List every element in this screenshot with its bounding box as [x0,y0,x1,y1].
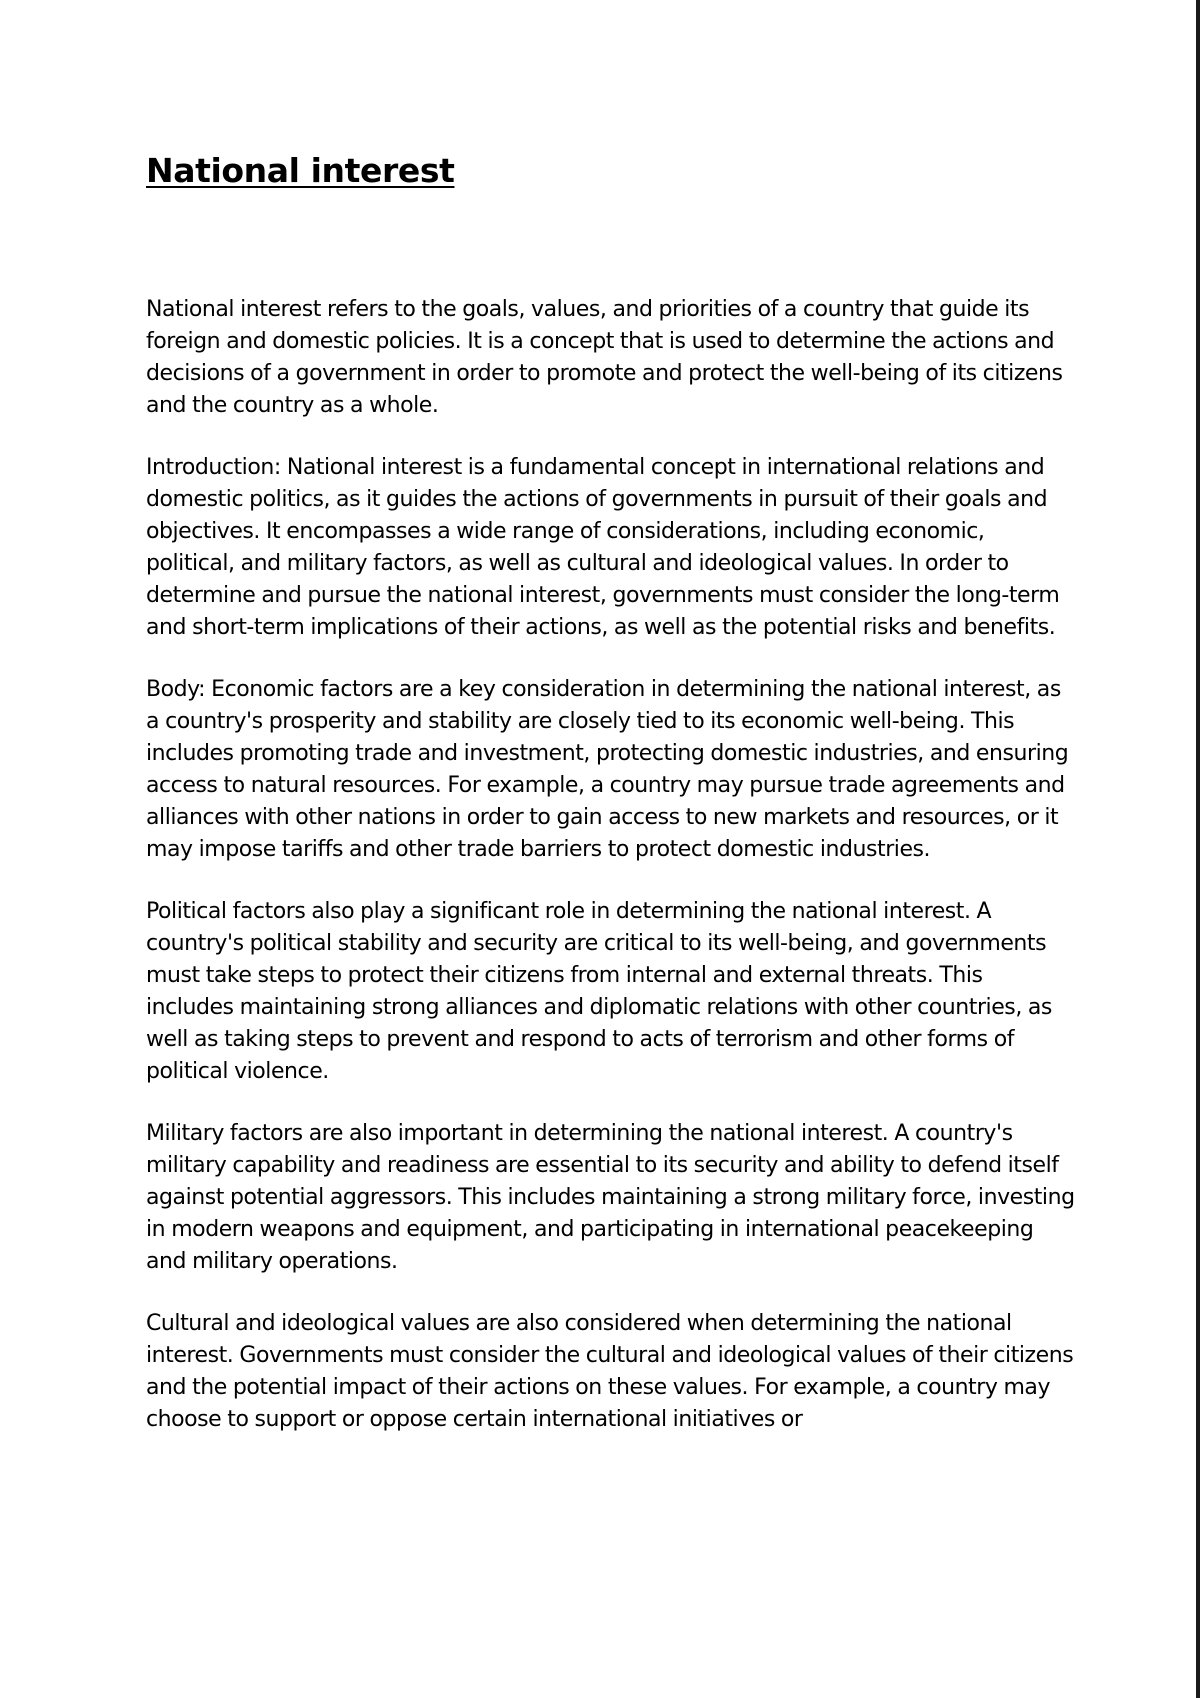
page-edge-divider [1196,0,1200,1698]
document-body [146,146,1076,1466]
paragraph-political-factors: Political factors also play a significant role in determining the national interest. A country's political stability and security are critical to its well-being, and governments must take steps to protect their citizens from internal and external threats. This includes maintaining strong alliances and diplomatic relations with other countries, as well as taking steps to prevent and respond to acts of terrorism and other forms of political violence. [146,899,1052,1084]
paragraph-military-factors: Military factors are also important in determining the national interest. A country's military capability and readiness are essential to its security and ability to defend itself against potential aggressors. This includes maintaining a strong military force, investing in modern weapons and equipment, and participating in international peacekeeping and military operations. [146,1121,1075,1274]
paragraph-list [146,294,1076,1436]
document-title: National interest [146,151,455,190]
paragraph-definition: National interest refers to the goals, values, and priorities of a country that guide its foreign and domestic policies. It is a concept that is used to determine the actions and decisions of a government in order to promote and protect the well-being of its citizens and the country as a whole. [146,297,1063,418]
paragraph-economic-factors: Body: Economic factors are a key consideration in determining the national interest, as a country's prosperity and stability are closely tied to its economic well-being. This includes promoting trade and investment, protecting domestic industries, and ensuring access to natural resources. For example, a country may pursue trade agreements and alliances with other nations in order to gain access to new markets and resources, or it may impose tariffs and other trade barriers to protect domestic industries. [146,677,1069,862]
paragraph-cultural-values: Cultural and ideological values are also considered when determining the national interest. Governments must consider the cultural and ideological values of their citizens and the potential impact of their actions on these values. For example, a country may choose to support or oppose certain international initiatives or [146,1311,1074,1432]
paragraph-introduction: Introduction: National interest is a fundamental concept in international relations and domestic politics, as it guides the actions of governments in pursuit of their goals and objectives. It encompasses a wide range of considerations, including economic, political, and military factors, as well as cultural and ideological values. In order to determine and pursue the national interest, governments must consider the long-term and short-term implications of their actions, as well as the potential risks and benefits. [146,455,1060,640]
